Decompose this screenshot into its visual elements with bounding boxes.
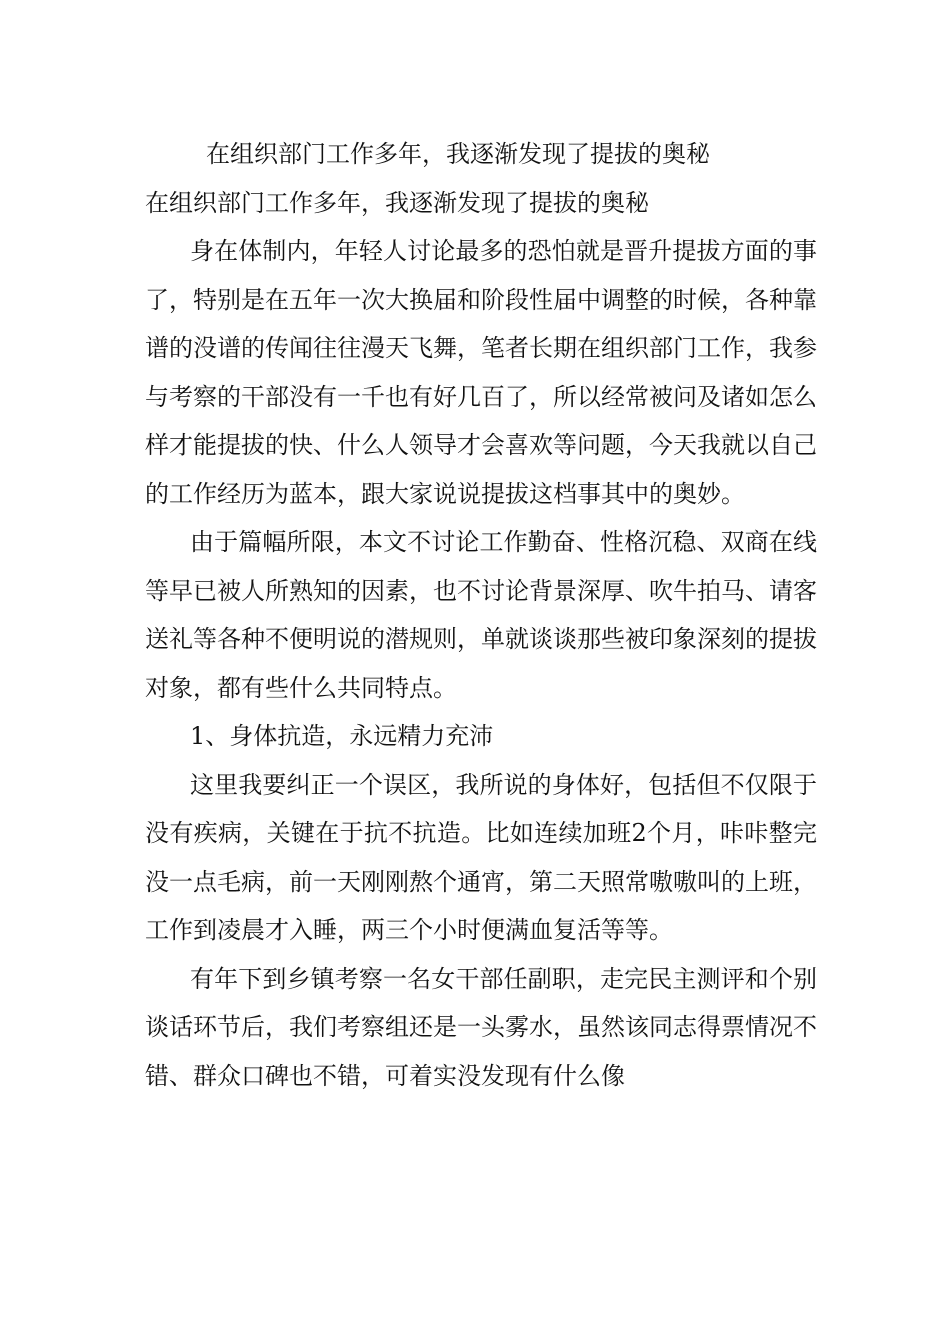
paragraph-scope: 由于篇幅所限，本文不讨论工作勤奋、性格沉稳、双商在线等早已被人所熟知的因素，也不讨论背景深厚、吹牛拍马、请客送礼等各种不便明说的潜规则，单就谈谈那些被印象深刻的提拔对象，都有些什么共同特点。 [145, 528, 817, 702]
document-body [145, 130, 817, 1100]
section-heading: 1、身体抗造，永远精力充沛 [190, 722, 494, 750]
document-subtitle: 在组织部门工作多年，我逐渐发现了提拔的奥秘 [145, 188, 649, 217]
document-title: 在组织部门工作多年，我逐渐发现了提拔的奥秘 [206, 140, 710, 168]
paragraph-section-2: 有年下到乡镇考察一名女干部任副职，走完民主测评和个别谈话环节后，我们考察组还是一头雾水，虽然该同志得票情况不错、群众口碑也不错，可着实没发现有什么像 [145, 964, 817, 1090]
paragraph-section-1: 这里我要纠正一个误区，我所说的身体好，包括但不仅限于没有疾病，关键在于抗不抗造。比如连续加班2个月，咔咔整完没一点毛病，前一天刚刚熬个通宵，第二天照常嗷嗷叫的上班，工作到凌晨才入睡，两三个小时便满血复活等等。 [145, 770, 817, 944]
paragraph-intro: 身在体制内，年轻人讨论最多的恐怕就是晋升提拔方面的事了，特别是在五年一次大换届和阶段性届中调整的时候，各种靠谱的没谱的传闻往往漫天飞舞，笔者长期在组织部门工作，我参与考察的干部没有一千也有好几百了，所以经常被问及诸如怎么样才能提拔的快、什么人领导才会喜欢等问题，今天我就以自己的工作经历为蓝本，跟大家说说提拔这档事其中的奥妙。 [145, 237, 817, 508]
